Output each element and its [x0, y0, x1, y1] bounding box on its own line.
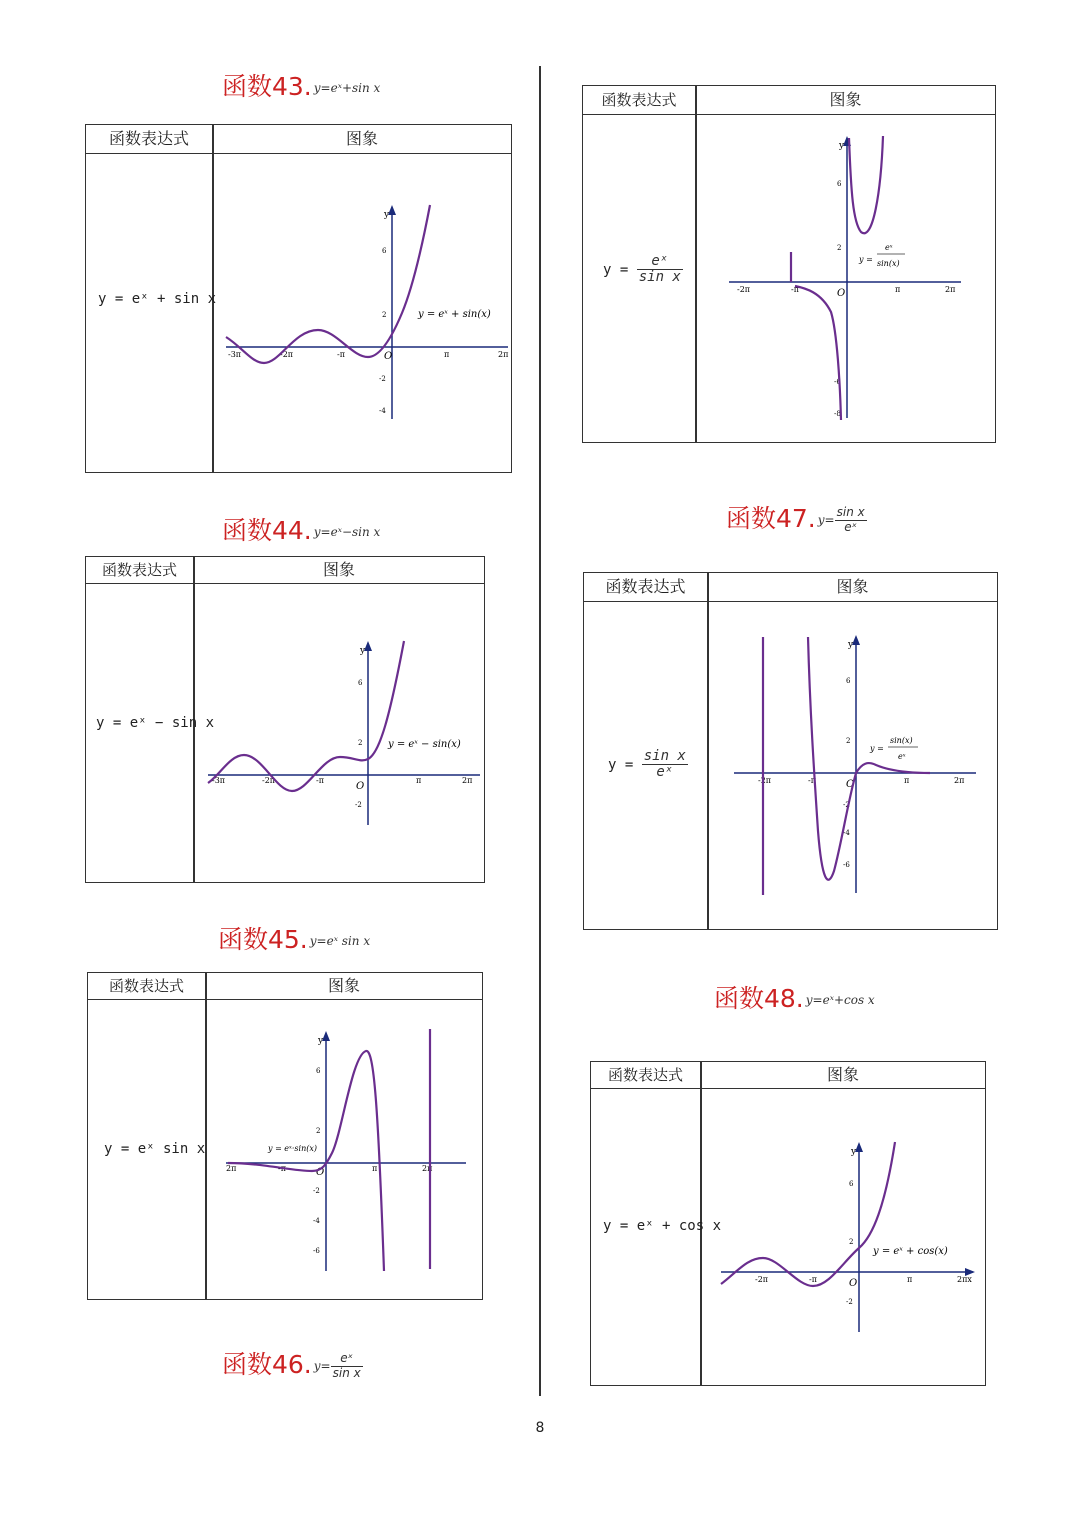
heading-formula: y=eˣ sin x: [309, 934, 371, 948]
expression-46: y = $\frac{\text{eˣ}}{\text{sin x}}$: [603, 253, 681, 286]
tick-neg2pi: -2π: [737, 285, 751, 294]
tick-6: 6: [846, 677, 851, 685]
tick-pi: π: [372, 1164, 378, 1173]
origin-label: O: [837, 288, 846, 299]
graph-46: [725, 132, 965, 422]
tick-neg2pi: -2π: [755, 1275, 769, 1284]
table-45: [87, 972, 483, 1300]
graph-label-48: y = eˣ + cos(x): [873, 1246, 948, 1257]
header-expression: 函数表达式: [108, 977, 184, 995]
heading-46: 函数46. y= $\frac{\text{eˣ}}{\text{sin x}}$: [222, 1350, 361, 1380]
header-expression: 函数表达式: [101, 561, 177, 579]
origin-label: O: [846, 779, 855, 790]
heading-44: [222, 518, 380, 543]
curve-48: [721, 1142, 895, 1286]
graph-45: [222, 1025, 472, 1275]
tick-negpi: -π: [278, 1164, 286, 1173]
heading-label: 函数48.: [714, 984, 804, 1013]
tick-2pi: 2π: [954, 776, 965, 785]
origin-label: O: [356, 781, 365, 792]
tick-neg2: -2: [313, 1187, 320, 1195]
header-expression: 函数表达式: [601, 91, 677, 109]
tick-neg3pi: -3π: [228, 350, 242, 359]
graph-43: [222, 197, 512, 427]
tick-neg2: -2: [355, 801, 362, 809]
header-graph: 图象: [322, 560, 355, 579]
y-axis-label: y: [848, 640, 854, 650]
tick-2pi: 2π: [462, 776, 473, 785]
page-number: 8: [535, 1420, 545, 1436]
expression-47: y = $\frac{\text{sin x}}{\text{eˣ}}$: [608, 748, 686, 781]
tick-negpi: -π: [316, 776, 324, 785]
tick-6: 6: [316, 1067, 321, 1075]
fraction-numerator: eˣ: [331, 1352, 363, 1366]
y-axis-label: y: [851, 1147, 857, 1157]
tick-2pi: 2π: [945, 285, 956, 294]
y-axis-label: y: [384, 210, 390, 220]
heading-label: 函数43.: [222, 72, 312, 101]
y-arrow-icon: [852, 635, 860, 645]
expression-48: y = eˣ + cos x: [603, 1218, 722, 1234]
header-expression: 函数表达式: [607, 1066, 683, 1084]
heading-formula: y=eˣ+sin x: [313, 81, 381, 95]
tick-2pi: 2π: [498, 350, 509, 359]
heading-label: 函数45.: [218, 925, 308, 954]
heading-formula-fraction: [835, 506, 867, 533]
header-graph: 图象: [345, 129, 378, 148]
heading-48: [714, 986, 875, 1011]
curve-43: [226, 205, 430, 363]
heading-formula: y=eˣ+cos x: [805, 993, 875, 1007]
heading-formula: y=eˣ−sin x: [313, 525, 381, 539]
tick-2: 2: [846, 737, 851, 745]
y-axis-label: y: [839, 141, 845, 151]
tick-pi: π: [907, 1275, 913, 1284]
tick-2: 2: [358, 739, 363, 747]
table-43: [85, 124, 512, 473]
graph-label-43: y = eˣ + sin(x): [418, 309, 491, 320]
tick-neg6: -6: [313, 1247, 320, 1255]
fraction-denominator: sin x: [638, 269, 681, 286]
table-44: [85, 556, 485, 883]
tick-neg3pi: -3π: [212, 776, 226, 785]
tick-6: 6: [358, 679, 363, 687]
graph-48: [717, 1136, 977, 1336]
tick-neg6: -6: [834, 378, 841, 386]
tick-neg2pi: -2π: [280, 350, 294, 359]
header-graph: 图象: [826, 1065, 859, 1084]
heading-47: 函数47. y= $\frac{\text{sin x}}{\text{eˣ}}$: [726, 504, 865, 534]
tick-pi: π: [444, 350, 450, 359]
tick-2pi: 2π: [422, 1164, 433, 1173]
heading-43: [222, 74, 380, 99]
tick-pi: π: [895, 285, 901, 294]
header-expression: 函数表达式: [605, 577, 686, 596]
graph-label-45: y = eˣ·sin(x): [268, 1144, 317, 1153]
fraction-denominator: sin x: [332, 1365, 361, 1380]
header-graph: 图象: [829, 90, 862, 109]
y-arrow-icon: [364, 641, 372, 651]
heading-formula-fraction: [331, 1352, 363, 1379]
graph-label-46: y =: [859, 255, 873, 264]
tick-negpi: -π: [791, 285, 799, 294]
table-46: [582, 85, 996, 443]
graph-label-44: y = eˣ − sin(x): [388, 739, 461, 750]
fraction-denominator: eˣ: [656, 764, 674, 781]
curve-44: [208, 641, 404, 791]
fraction-numerator: sin x: [836, 505, 865, 520]
tick-2: 2: [837, 244, 842, 252]
fraction-numerator: eˣ: [637, 254, 683, 270]
tick-2: 2: [849, 1238, 854, 1246]
column-divider: [539, 66, 541, 1396]
fraction-numerator: sin x: [643, 748, 686, 764]
header-graph: 图象: [836, 577, 869, 596]
y-arrow-icon: [322, 1031, 330, 1041]
header-expression: 函数表达式: [108, 129, 189, 148]
curve-46-branch-right: [849, 136, 883, 233]
tick-pi: π: [904, 776, 910, 785]
y-axis-label: y: [360, 646, 366, 656]
tick-2: 2: [382, 311, 387, 319]
tick-neg4: -4: [843, 829, 850, 837]
tick-neg2: -2: [846, 1298, 853, 1306]
tick-6: 6: [837, 180, 842, 188]
heading-45: [218, 927, 370, 952]
table-48: [590, 1061, 986, 1386]
tick-neg4: -4: [379, 407, 386, 415]
tick-2: 2: [316, 1127, 321, 1135]
graph-44: [204, 635, 484, 835]
heading-label: 函数44.: [222, 516, 312, 545]
tick-negpi: -π: [337, 350, 345, 359]
tick-left-2pi: 2π: [226, 1164, 237, 1173]
y-arrow-icon: [855, 1142, 863, 1152]
tick-neg8: -8: [834, 410, 841, 418]
curve-47: [808, 637, 930, 880]
origin-label: O: [316, 1167, 325, 1178]
origin-label: O: [849, 1278, 858, 1289]
graph-47: [730, 631, 980, 901]
expression-43: y = eˣ + sin x: [98, 291, 217, 307]
graph-label-46-num: eˣ: [885, 243, 893, 252]
tick-negpi: -π: [808, 776, 816, 785]
tick-neg6: -6: [843, 861, 850, 869]
heading-label: 函数47.: [726, 504, 816, 533]
tick-neg4: -4: [313, 1217, 320, 1225]
tick-6: 6: [382, 247, 387, 255]
tick-neg2: -2: [843, 801, 850, 809]
tick-neg2pi: -2π: [262, 776, 276, 785]
expression-45: y = eˣ sin x: [104, 1141, 206, 1157]
fraction-denominator: eˣ: [844, 519, 858, 534]
tick-neg2: -2: [379, 375, 386, 383]
graph-label-47-den: eˣ: [898, 752, 906, 761]
tick-pi: π: [416, 776, 422, 785]
tick-neg2pi: -2π: [758, 776, 772, 785]
tick-negpi: -π: [809, 1275, 817, 1284]
tick-2pi-x: 2πx: [957, 1275, 972, 1284]
tick-6: 6: [849, 1180, 854, 1188]
graph-label-47: y =: [870, 744, 884, 753]
expression-44: y = eˣ − sin x: [96, 715, 215, 731]
header-graph: 图象: [327, 976, 360, 995]
heading-label: 函数46.: [222, 1350, 312, 1379]
y-axis-label: y: [318, 1036, 324, 1046]
curve-46-branch-mid: [795, 286, 841, 420]
graph-label-46-den: sin(x): [877, 259, 900, 268]
y-arrow-icon: [388, 205, 396, 215]
curve-45: [228, 1051, 384, 1271]
graph-label-47-num: sin(x): [890, 736, 913, 745]
origin-label: O: [384, 351, 393, 362]
table-47: [583, 572, 998, 930]
